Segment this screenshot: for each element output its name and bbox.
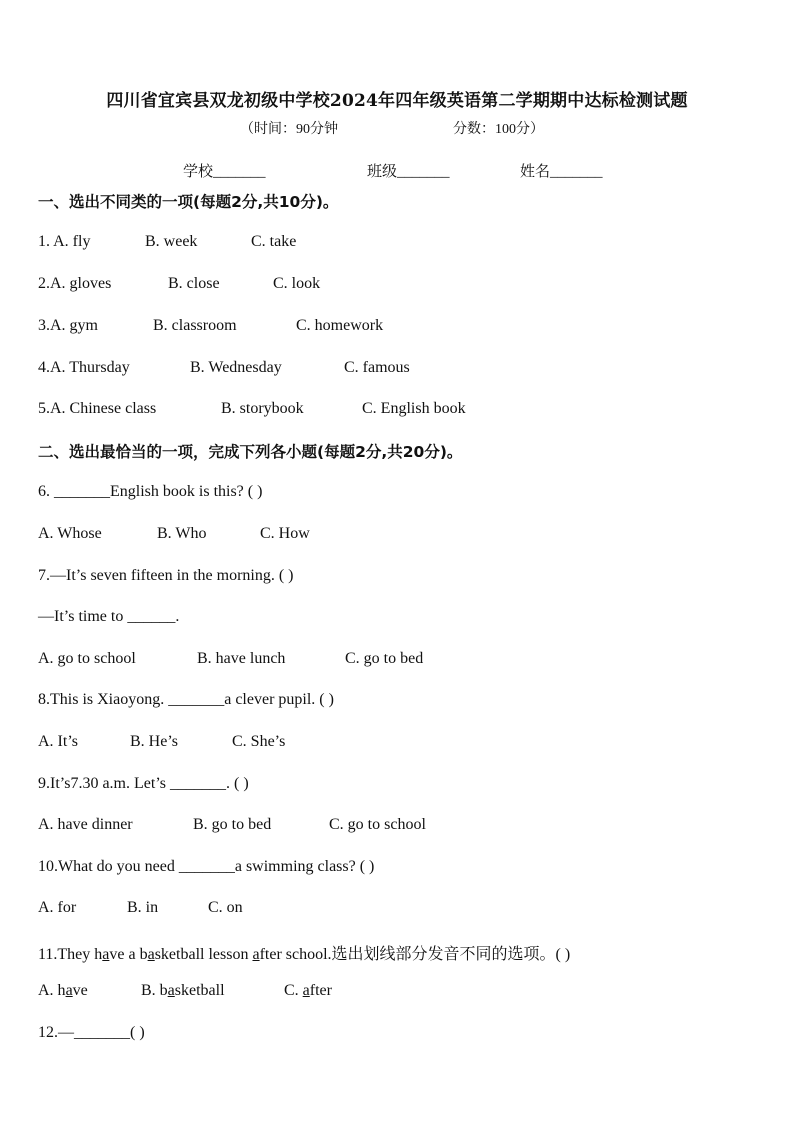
option-b: B. have lunch <box>197 650 286 667</box>
question-stem: 9.It’s7.30 a.m. Let’s _______. ( ) <box>38 775 249 792</box>
option-b: B. Who <box>157 525 207 542</box>
option-c: C. go to school <box>329 816 426 833</box>
option-b <box>141 982 225 1000</box>
option-a: A. have dinner <box>38 816 133 833</box>
underlined-letter: a <box>102 946 110 963</box>
underlined-letter: a <box>252 946 260 963</box>
option-a: 1. A. fly <box>38 233 91 250</box>
underlined-letter: a <box>147 946 155 963</box>
option-a: 2.A. gloves <box>38 275 112 292</box>
exam-time: （时间：90分钟 <box>240 122 338 137</box>
class-field: 班级_______ <box>367 164 450 180</box>
option-b: B. week <box>145 233 198 250</box>
stem-part: sketball lesson <box>154 946 253 963</box>
stem-part: fter school.选出划线部分发音不同的选项。( ) <box>259 946 571 963</box>
option-part: B. b <box>141 982 168 999</box>
option-b: B. classroom <box>153 317 237 334</box>
question-stem: 8.This is Xiaoyong. _______a clever pupil. ( ) <box>38 691 334 708</box>
option-c: C. take <box>251 233 297 250</box>
option-part: ve <box>72 982 88 999</box>
option-part: A. h <box>38 982 66 999</box>
option-a: 3.A. gym <box>38 317 98 334</box>
option-part: C. <box>284 982 303 999</box>
underlined-letter: a <box>167 982 175 999</box>
option-c: C. go to bed <box>345 650 424 667</box>
option-c: C. famous <box>344 359 410 376</box>
section1-heading: 一、选出不同类的一项(每题2分,共10分)。 <box>38 193 339 211</box>
option-part: fter <box>309 982 332 999</box>
question-stem: 12.—_______( ) <box>38 1024 145 1041</box>
question-stem <box>38 941 570 964</box>
exam-score: 分数：100分） <box>453 122 544 137</box>
option-c: C. homework <box>296 317 384 334</box>
option-a: A. Whose <box>38 525 102 542</box>
option-a: A. go to school <box>38 650 136 667</box>
option-a: A. It’s <box>38 733 78 750</box>
stem-part: 11.They h <box>38 946 103 963</box>
option-b: B. storybook <box>221 400 304 417</box>
option-c: C. How <box>260 525 310 542</box>
option-c <box>284 982 332 1000</box>
option-c: C. English book <box>362 400 466 417</box>
option-b: B. in <box>127 899 159 916</box>
underlined-letter: a <box>302 982 310 999</box>
option-a: A. for <box>38 899 77 916</box>
question-stem-reply: —It’s time to ______. <box>38 608 180 625</box>
question-stem: 6. _______English book is this? ( ) <box>38 483 263 500</box>
section2-heading: 二、选出最恰当的一项，完成下列各小题(每题2分,共20分)。 <box>38 443 463 461</box>
option-part: sketball <box>174 982 225 999</box>
option-a <box>38 982 88 1000</box>
option-b: B. Wednesday <box>190 359 282 376</box>
question-stem: 10.What do you need _______a swimming class? ( ) <box>38 858 375 875</box>
option-b: B. close <box>168 275 220 292</box>
option-b: B. He’s <box>130 733 178 750</box>
school-field: 学校_______ <box>183 164 266 180</box>
name-field: 姓名_______ <box>520 164 603 180</box>
option-a: 5.A. Chinese class <box>38 400 157 417</box>
question-stem: 7.—It’s seven fifteen in the morning. ( ) <box>38 567 294 584</box>
option-a: 4.A. Thursday <box>38 359 130 376</box>
option-c: C. on <box>208 899 243 916</box>
option-b: B. go to bed <box>193 816 272 833</box>
page-title: 四川省宜宾县双龙初级中学校2024年四年级英语第二学期期中达标检测试题 <box>106 91 688 111</box>
underlined-letter: a <box>65 982 73 999</box>
option-c: C. look <box>273 275 321 292</box>
stem-part: ve a b <box>109 946 148 963</box>
option-c: C. She’s <box>232 733 286 750</box>
